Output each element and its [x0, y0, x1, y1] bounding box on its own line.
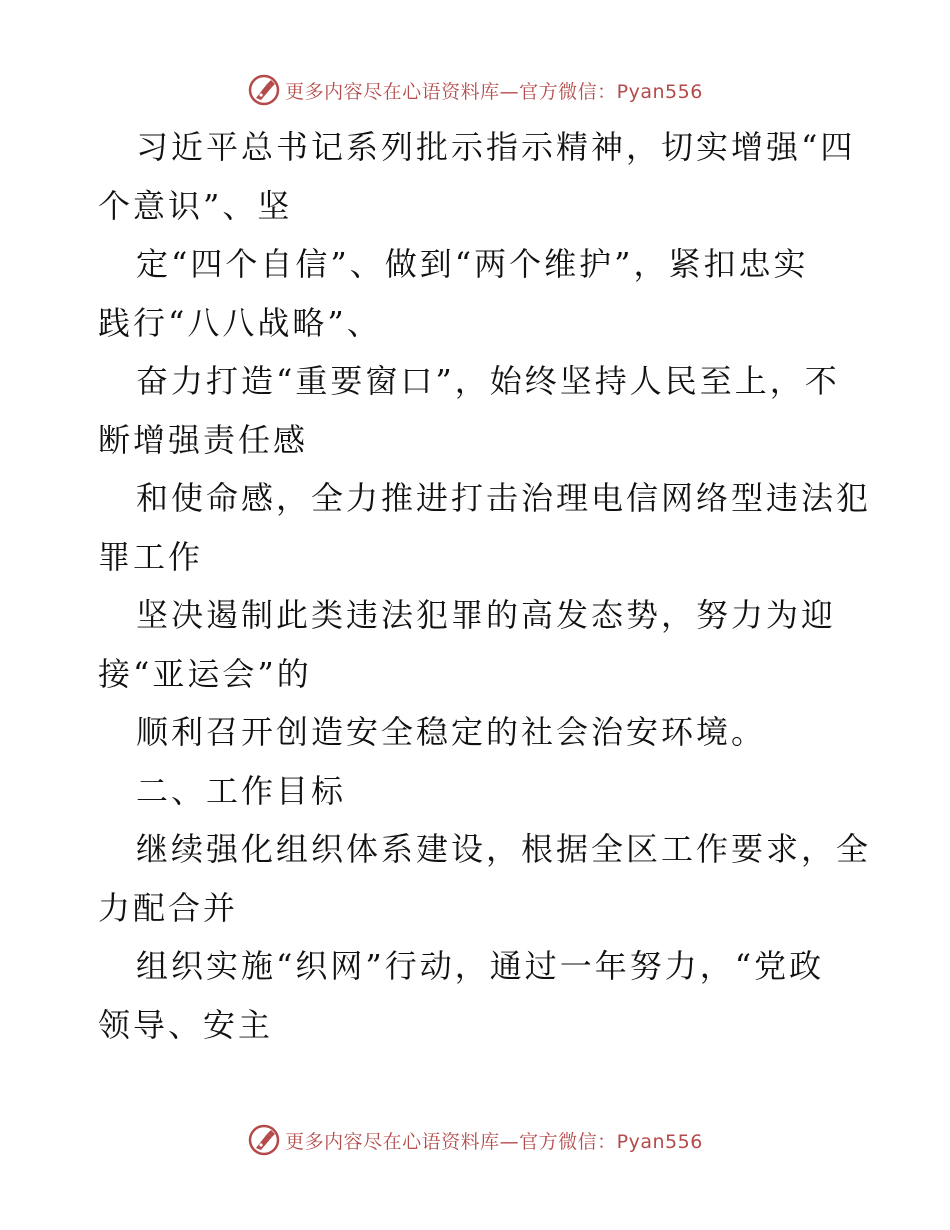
pen-nib-logo-icon	[247, 1123, 281, 1157]
text-line: 罪工作	[98, 537, 204, 576]
text-line: 顺利召开创造安全稳定的社会治安环境。	[136, 713, 767, 751]
section-heading: 二、工作目标	[136, 771, 347, 810]
text-line: 奋力打造“重要窗口”，始终坚持人民至上，不	[136, 362, 840, 400]
text-line: 定“四个自信”、做到“两个维护”，紧扣忠实	[136, 245, 809, 283]
footer-watermark-banner	[0, 1120, 950, 1160]
text-line: 继续强化组织体系建设，根据全区工作要求，全	[136, 830, 872, 868]
text-line: 和使命感，全力推进打击治理电信网络型违法犯	[136, 479, 872, 517]
text-line: 个意识”、坚	[98, 186, 293, 225]
footer-watermark-text: 更多内容尽在心语资料库—官方微信：Pyan556	[285, 1130, 703, 1153]
text-line: 力配合并	[98, 888, 239, 927]
text-line: 习近平总书记系列批示指示精神，切实增强“四	[136, 128, 856, 166]
header-watermark-text: 更多内容尽在心语资料库—官方微信：Pyan556	[285, 80, 703, 103]
text-line: 组织实施“织网”行动，通过一年努力，“党政	[136, 947, 825, 985]
header-watermark-banner	[0, 70, 950, 110]
text-line: 接“亚运会”的	[98, 654, 312, 693]
document-body	[98, 118, 872, 1054]
text-line: 领导、安主	[98, 1005, 274, 1044]
pen-nib-logo-icon	[247, 73, 281, 107]
text-line: 践行“八八战略”、	[98, 303, 382, 342]
text-line: 坚决遏制此类违法犯罪的高发态势，努力为迎	[136, 596, 837, 634]
text-line: 断增强责任感	[98, 420, 309, 459]
